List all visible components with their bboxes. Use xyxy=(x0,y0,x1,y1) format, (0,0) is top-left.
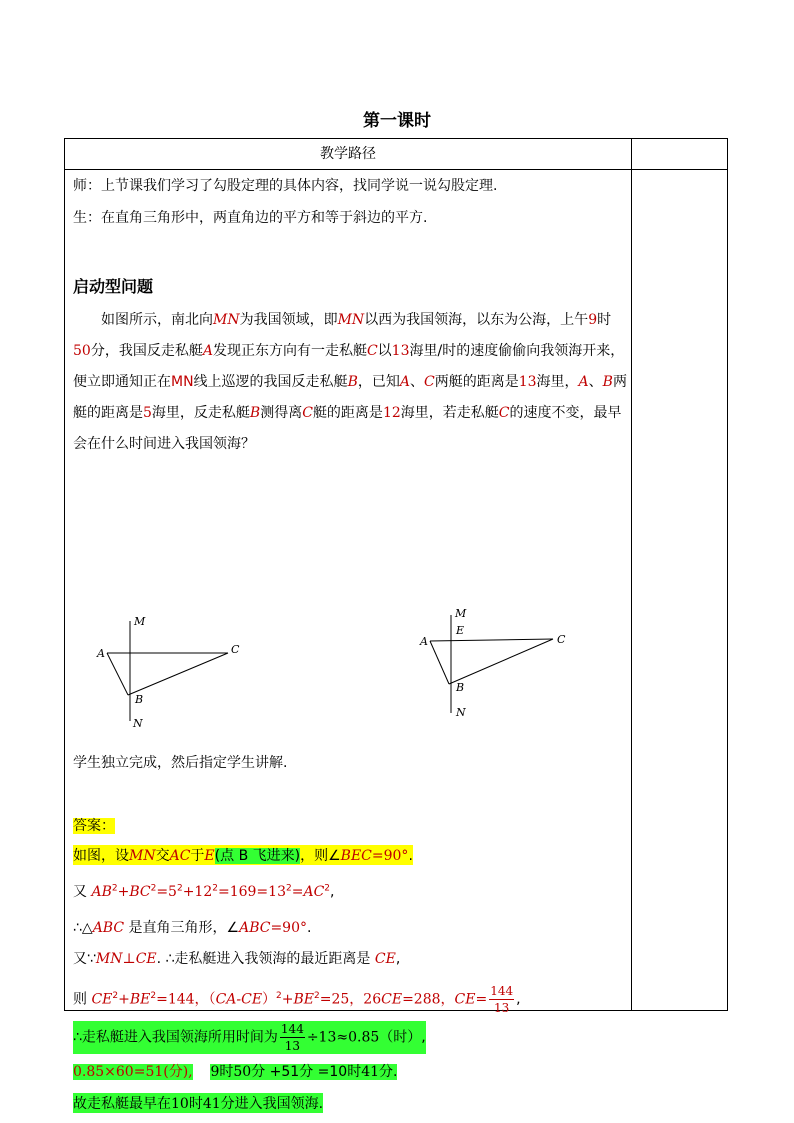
label-M: M xyxy=(134,615,146,628)
answer-label: 答案： xyxy=(73,818,115,834)
fraction-144-13: $\frac{144}{13}$ xyxy=(490,984,514,1015)
answer-line-2: 又 $AB^2+BC^2=5^2+12^2=169=13^2=AC^2$, xyxy=(73,883,335,900)
label-N: N xyxy=(133,717,143,730)
answer-line-3: ∴△ABC 是直角三角形，∠ABC=90°. xyxy=(73,920,312,936)
label-E2: E xyxy=(456,624,465,637)
label-N2: N xyxy=(456,706,466,719)
label-A2: A xyxy=(420,635,428,648)
header-divider xyxy=(65,169,727,170)
page-title: 第一课时 xyxy=(363,111,431,131)
answer-line-8: 故走私艇最早在10时41分进入我国领海. xyxy=(73,1093,323,1113)
answer-line-1: 如图，设MN交AC于E(点 B 飞进来)，则∠BEC=90°. xyxy=(73,845,413,865)
answer-line-6: ∴走私艇进入我国领海所用时间为 $\frac{144}{13}$ ÷13≈0.85（时）, xyxy=(73,1022,426,1053)
table-header: 教学路径 xyxy=(320,146,376,162)
answer-line-4: 又∵MN⊥CE. ∴走私艇进入我领海的最近距离是 CE, xyxy=(73,951,401,967)
fraction-144-13-b: $\frac{144}{13}$ xyxy=(280,1022,304,1053)
answer-line-5: 则 $CE^2+BE^2=144$，$(CA-CE)^2+BE^2=25$，26CE=288，CE= $\frac{144}{13}$ , xyxy=(73,984,521,1015)
answer-line-7: 0.85×60=51(分), 9时50分 +51分 =10时41分. xyxy=(73,1064,398,1080)
figure-one xyxy=(83,615,253,755)
lesson-table xyxy=(64,138,728,1112)
problem-paragraph: 如图所示，南北向MN为我国领域，即MN以西为我国领海，以东为公海，上午9时50分，我国反走私艇A发现正东方向有一走私艇C以13海里/时的速度偷偷向我领海开来，便立即通知正在MN线上巡逻的我国反走私艇B，已知A、C两艇的距离是13海里，A、B两艇的距离是5海里，反走私艇B测得离C艇的距离是12海里，若走私艇C的速度不变，最早会在什么时间进入我国领海？ xyxy=(73,312,627,452)
teacher-line: 师：上节课我们学习了勾股定理的具体内容，找同学说一说勾股定理. xyxy=(73,178,498,194)
label-C2: C xyxy=(557,633,566,646)
label-B2: B xyxy=(456,681,465,694)
label-A: A xyxy=(97,647,105,660)
student-line: 生：在直角三角形中，两直角边的平方和等于斜边的平方. xyxy=(73,210,428,226)
label-M2: M xyxy=(455,607,467,620)
section-title: 启动型问题 xyxy=(73,277,154,296)
instruction-line: 学生独立完成，然后指定学生讲解. xyxy=(73,755,288,771)
label-B: B xyxy=(135,693,144,706)
label-C: C xyxy=(231,643,240,656)
figure-two xyxy=(413,607,583,747)
column-divider xyxy=(631,139,632,1010)
